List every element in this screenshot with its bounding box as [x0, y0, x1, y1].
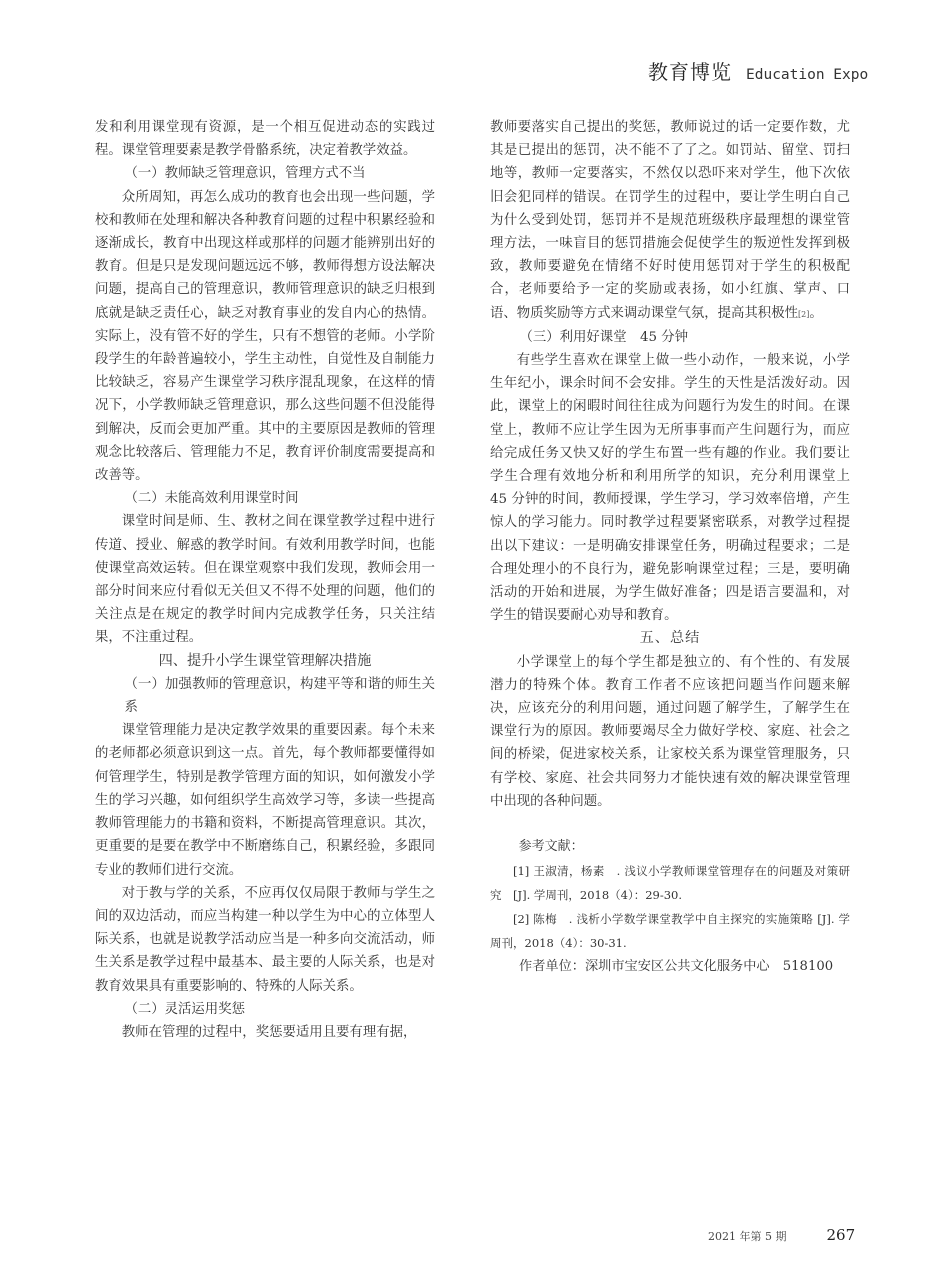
paragraph: 有些学生喜欢在课堂上做一些小动作，一般来说，小学生年纪小，课余时间不会安排。学生的天性是活泼好动。因此，课堂上的闲暇时间往往成为问题行为发生的时间。在课堂上，教师不应让学生因为无所事事而产生问题行为，而应给完成任务又快又好的学生布置一些有趣的作业。我们要让学生合理有效地分析和利用所学的知识，充分利用课堂上 45 分钟的时间，教师授课，学生学习，学习效率倍增，产生惊人的学习能力。同时教学过程要紧密联系，对教学过程提出以下建议：一是明确安排课堂任务，明确过程要求；二是合理处理小的不良行为，避免影响课堂过程；三是，要明确活动的开始和进展，为学生做好准备；四是语言要温和，对学生的错误要耐心劝导和教育。 — [490, 353, 877, 624]
reference-item: [1] 王淑清，杨素 . 浅议小学教师课堂管理存在的问题及对策研究 [J]. 学周刊，2018（4）：29-30. — [490, 864, 850, 903]
references — [490, 835, 850, 955]
section-heading: 四、提升小学生课堂管理解决措施 — [158, 652, 372, 669]
paragraph-end: 。 — [809, 305, 823, 321]
subsection-heading: （一）教师缺乏管理意识，管理方式不当 — [124, 166, 366, 182]
section-heading: 五、总结 — [639, 630, 701, 647]
subsection-heading: （一）加强教师的管理意识，构建平等和谐的师生关系 — [124, 676, 435, 716]
right-column — [490, 116, 877, 978]
running-header — [648, 56, 868, 85]
reference-item: [2] 陈梅 . 浅析小学数学课堂教学中自主探究的实施策略 [J]. 学周刊，2018（4）：30-31. — [490, 912, 850, 951]
paragraph-text: 教师要落实自己提出的奖惩，教师说过的话一定要作数，尤其是已提出的惩罚，决不能不了了之。如罚站、留堂、罚扫地等，教师一定要落实，不然仅以恐吓来对学生，他下次依旧会犯同样的错误。在罚学生的过程中，要让学生明白自己为什么受到处罚，惩罚并不是规范班级秩序最理想的课堂管理方法，一味盲目的惩罚措施会促使学生的叛逆性发挥到极致，教师要避免在情绪不好时使用惩罚对于学生的积极配合，老师要给予一定的奖励或表扬，如小红旗、掌声、口语、物质奖励等方式来调动课堂气氛，提高其积极性 — [490, 120, 850, 321]
left-column — [95, 116, 435, 1044]
journal-title-en: Education Expo — [746, 67, 869, 83]
paragraph: 小学课堂上的每个学生都是独立的、有个性的、有发展潜力的特殊个体。教育工作者不应该把问题当作问题来解决，应该充分的利用问题，通过问题了解学生，了解学生在课堂行为的原因。教师要竭尽全力做好学校、家庭、社会之间的桥梁，促进家校关系，让家校关系为课堂管理服务，只有学校、家庭、社会共同努力才能快速有效的解决课堂管理中出现的各种问题。 — [490, 654, 850, 809]
paragraph: 课堂管理能力是决定教学效果的重要因素。每个未来的老师都必须意识到这一点。首先，每个教师都要懂得如何管理学生，特别是教学管理方面的知识，如何激发小学生的学习兴趣，如何组织学生高效学习等，多读一些提高教师管理能力的书籍和资料，不断提高管理意识。其次，更重要的是要在教学中不断磨练自己，积累经验，多跟同专业的教师们进行交流。 — [95, 723, 435, 878]
paragraph: 课堂时间是师、生、教材之间在课堂教学过程中进行传道、授业、解惑的教学时间。有效利用教学时间，也能使课堂高效运转。但在课堂观察中我们发现，教师会用一部分时间来应付看似无关但又不得不处理的问题，他们的关注点是在规定的教学时间内完成教学任务，只关注结果，不注重过程。 — [95, 514, 435, 646]
subsection-heading: （二）灵活运用奖惩 — [124, 1001, 245, 1017]
paragraph: 发和利用课堂现有资源，是一个相互促进动态的实践过程。课堂管理要素是教学骨骼系统，决定着教学效益。 — [95, 120, 435, 159]
references-title: 参考文献： — [518, 839, 584, 855]
subsection-heading: （三）利用好课堂 45 分钟 — [519, 329, 689, 345]
issue-label: 2021 年第 5 期 — [708, 1230, 787, 1243]
page-footer — [708, 1226, 855, 1244]
citation-marker: [2] — [797, 309, 810, 319]
author-affiliation: 作者单位：深圳市宝安区公共文化服务中心 518100 — [519, 959, 834, 975]
paragraph: 众所周知，再怎么成功的教育也会出现一些问题，学校和教师在处理和解决各种教育问题的过程中积累经验和逐渐成长，教育中出现这样或那样的问题才能辨别出好的教育。但是只是发现问题远远不够，教师得想方设法解决问题，提高自己的管理意识，教师管理意识的缺乏归根到底就是缺乏责任心，缺乏对教育事业的发自内心的热情。实际上，没有管不好的学生，只有不想管的老师。小学阶段学生的年龄普遍较小，学生主动性，自觉性及自制能力比较缺乏，容易产生课堂学习秩序混乱现象，在这样的情况下，小学教师缺乏管理意识，那么这些问题不但没能得到解决，反而会更加严重。其中的主要原因是教师的管理观念比较落后、管理能力不足，教育评价制度需要提高和改善等。 — [95, 189, 435, 484]
page-number: 267 — [826, 1226, 856, 1244]
paragraph — [490, 116, 850, 326]
paragraph: 教师在管理的过程中，奖惩要适用且要有理有据， — [121, 1024, 417, 1040]
journal-title-cn: 教育博览 — [648, 60, 732, 84]
subsection-heading: （二）未能高效利用课堂时间 — [124, 491, 299, 507]
paragraph: 对于教与学的关系，不应再仅仅局限于教师与学生之间的双边活动，而应当构建一种以学生为中心的立体型人际关系，也就是说教学活动应当是一种多向交流活动，师生关系是教学过程中最基本、最主要的人际关系，也是对教育效果具有重要影响的、特殊的人际关系。 — [95, 885, 435, 994]
